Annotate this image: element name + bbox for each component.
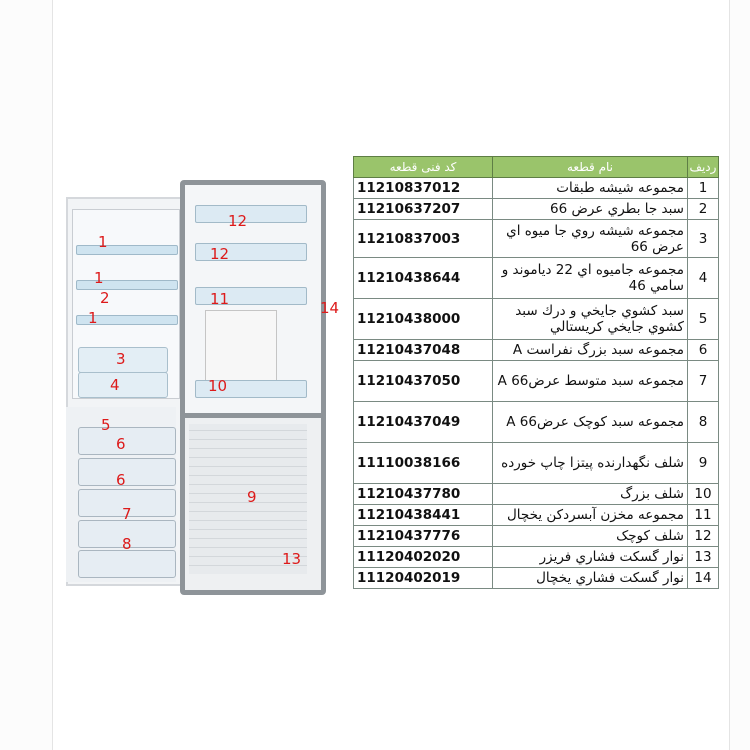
part-name: نوار گسكت فشاري يخچال xyxy=(493,568,688,589)
part-name: مجموعه مخزن آبسردکن يخچال xyxy=(493,505,688,526)
part-label: 12 xyxy=(210,245,230,263)
part-label: 12 xyxy=(228,212,248,230)
water-dispenser xyxy=(205,310,277,382)
row-index: 11 xyxy=(688,505,719,526)
part-code: 11210837012 xyxy=(354,178,493,199)
table-row xyxy=(354,178,719,199)
column-header-code: کد فنی قطعه xyxy=(354,157,493,178)
part-label: 4 xyxy=(110,376,120,394)
part-label: 1 xyxy=(98,233,108,251)
column-header-name: نام قطعه xyxy=(493,157,688,178)
part-name: نوار گسكت فشاري فريزر xyxy=(493,547,688,568)
part-label: 6 xyxy=(116,471,126,489)
part-code: 11110038166 xyxy=(354,443,493,484)
row-index: 7 xyxy=(688,361,719,402)
freezer-drawer xyxy=(78,550,176,578)
row-index: 12 xyxy=(688,526,719,547)
row-index: 3 xyxy=(688,220,719,258)
part-name: مجموعه سبد بزرگ نفراست A xyxy=(493,340,688,361)
part-label: 6 xyxy=(116,435,126,453)
row-index: 14 xyxy=(688,568,719,589)
part-code: 11210437780 xyxy=(354,484,493,505)
table-row xyxy=(354,199,719,220)
part-name: مجموعه سبد کوچک عرض66 A xyxy=(493,402,688,443)
table-row xyxy=(354,526,719,547)
row-index: 2 xyxy=(688,199,719,220)
part-code: 11210437776 xyxy=(354,526,493,547)
part-code: 11210437048 xyxy=(354,340,493,361)
part-code: 11210837003 xyxy=(354,220,493,258)
part-code: 11210437050 xyxy=(354,361,493,402)
part-name: مجموعه شيشه طبقات xyxy=(493,178,688,199)
part-code: 11210437049 xyxy=(354,402,493,443)
row-index: 4 xyxy=(688,258,719,299)
part-name: شلف نگهدارنده پيتزا چاپ خورده xyxy=(493,443,688,484)
fridge-door xyxy=(180,180,326,420)
part-name: مجموعه سبد متوسط عرض66 A xyxy=(493,361,688,402)
table-row xyxy=(354,258,719,299)
part-label: 14 xyxy=(320,299,340,317)
frame-right xyxy=(729,0,750,750)
table-header-row xyxy=(354,157,719,178)
row-index: 10 xyxy=(688,484,719,505)
part-label: 10 xyxy=(208,377,228,395)
part-label: 8 xyxy=(122,535,132,553)
part-name: شلف کوچک xyxy=(493,526,688,547)
table-row xyxy=(354,299,719,340)
door-shelf xyxy=(195,205,307,223)
glass-shelf xyxy=(76,245,178,255)
freezer-drawer xyxy=(78,427,176,455)
row-index: 1 xyxy=(688,178,719,199)
part-label: 9 xyxy=(247,488,257,506)
part-name: سبد کشوي جايخي و درك سبد کشوي جايخي کريستالي xyxy=(493,299,688,340)
table-row xyxy=(354,484,719,505)
glass-shelf xyxy=(76,280,178,290)
part-label: 1 xyxy=(94,269,104,287)
table-row xyxy=(354,340,719,361)
part-label: 11 xyxy=(210,290,230,308)
part-label: 5 xyxy=(101,416,111,434)
part-code: 11120402020 xyxy=(354,547,493,568)
table-row xyxy=(354,505,719,526)
fridge-illustration xyxy=(60,175,340,585)
part-code: 11120402019 xyxy=(354,568,493,589)
frame-left xyxy=(0,0,53,750)
part-name: سبد جا بطري عرض 66 xyxy=(493,199,688,220)
row-index: 9 xyxy=(688,443,719,484)
freezer-drawer xyxy=(78,458,176,486)
part-code: 11210438000 xyxy=(354,299,493,340)
parts-table xyxy=(353,156,719,589)
column-header-index: رديف xyxy=(688,157,719,178)
row-index: 6 xyxy=(688,340,719,361)
part-name: شلف بزرگ xyxy=(493,484,688,505)
crisper-tray xyxy=(78,372,168,398)
table-row xyxy=(354,443,719,484)
part-label: 13 xyxy=(282,550,302,568)
table-row xyxy=(354,220,719,258)
part-code: 11210637207 xyxy=(354,199,493,220)
table-row xyxy=(354,402,719,443)
row-index: 5 xyxy=(688,299,719,340)
part-label: 2 xyxy=(100,289,110,307)
row-index: 13 xyxy=(688,547,719,568)
part-name: مجموعه شيشه روي جا ميوه اي عرض 66 xyxy=(493,220,688,258)
part-label: 1 xyxy=(88,309,98,327)
part-code: 11210438441 xyxy=(354,505,493,526)
table-row xyxy=(354,568,719,589)
part-code: 11210438644 xyxy=(354,258,493,299)
table-row xyxy=(354,361,719,402)
table-row xyxy=(354,547,719,568)
part-label: 3 xyxy=(116,350,126,368)
part-label: 7 xyxy=(122,505,132,523)
row-index: 8 xyxy=(688,402,719,443)
part-name: مجموعه جاميوه اي 22 دياموند و سامي 46 xyxy=(493,258,688,299)
